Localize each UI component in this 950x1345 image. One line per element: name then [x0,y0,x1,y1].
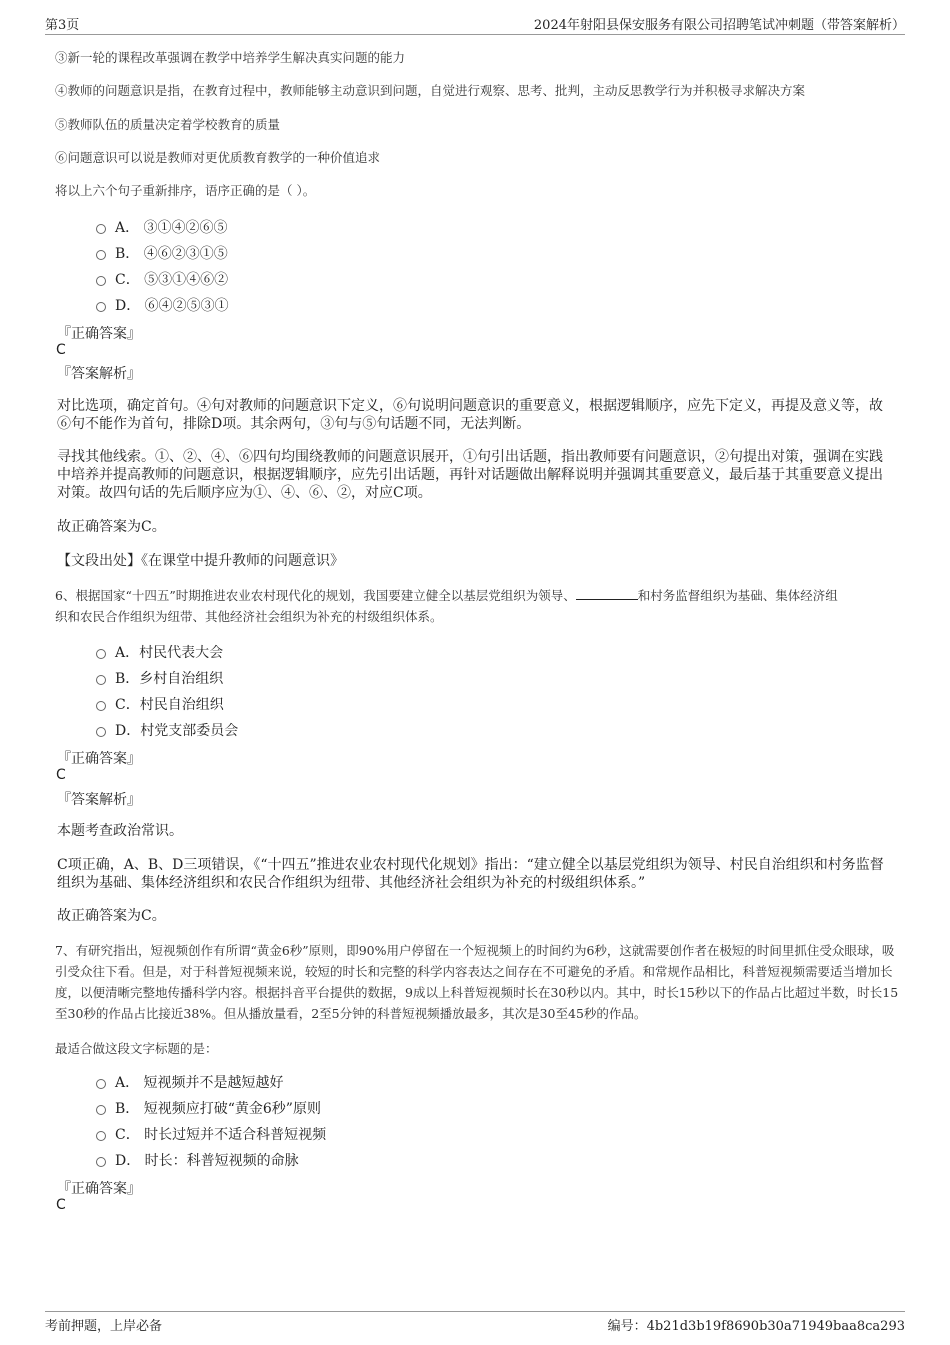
q5-answer: C [56,342,66,358]
q7-stem: 7、有研究指出，短视频创作有所谓“黄金6秒”原则，即90%用户停留在一个短视频上的时间约为6秒，这就需要创作者在极短的时间里抓住受众眼球，吸引受众往下看。但是，对于科普短视频来说，较短的时长和完整的科学内容表达之间存在不可避免的矛盾。和常规作品相比，科普短视频需要适当增加长度，以便清晰完整地传播科学内容。根据抖音平台提供的数据，9成以上科普短视频时长在30秒以内。其中，时长15秒以下的作品占比超过半数，时长15至30秒的作品占比接近38%。但从播放量看，2至5分钟的科普短视频播放最多，其次是30至45秒的作品。 [55,943,899,1021]
q6-option-b[interactable]: B．乡村自治组织 [96,668,223,688]
document-id: 编号：4b21d3b19f8690b30a71949baa8ca293 [607,1319,905,1334]
q5-option-d[interactable]: D． ⑥④②⑤③① [96,295,229,315]
footer-slogan: 考前押题，上岸必备 [45,1319,163,1334]
radio-icon[interactable] [96,701,106,711]
radio-icon[interactable] [96,727,106,737]
radio-icon[interactable] [96,276,106,286]
radio-icon[interactable] [96,1079,106,1089]
q6-analysis-3: 故正确答案为C。 [57,908,166,924]
fill-blank [576,587,638,600]
radio-icon[interactable] [96,302,106,312]
q6-analysis-1: 本题考查政治常识。 [57,823,183,839]
radio-icon[interactable] [96,1131,106,1141]
q5-analysis-2: 寻找其他线索。①、②、④、⑥四句均围绕教师的问题意识展开，①句引出话题，指出教师要有问题意识，②句提出对策，强调在实践中培养并提高教师的问题意识，根据逻辑顺序，应先引出话题，再针对话题做出解释说明并强调其重要意义，最后基于其重要意义提出对策。故四句话的先后顺序应为①、④、⑥、②，对应C项。 [57,449,883,501]
q6-analysis-label: 『答案解析』 [57,792,141,808]
q7-option-c[interactable]: C． 时长过短并不适合科普短视频 [96,1124,326,1144]
q5-analysis-3: 故正确答案为C。 [57,519,166,535]
q7-answer: C [56,1197,66,1213]
radio-icon[interactable] [96,649,106,659]
q5-option-b[interactable]: B． ④⑥②③①⑤ [96,243,228,263]
q5-statement-6: ⑥问题意识可以说是教师对更优质教育教学的一种价值追求 [55,150,381,165]
q6-analysis-2: C项正确，A、B、D三项错误，《“十四五”推进农业农村现代化规划》指出：“建立健全以基层党组织为领导、村民自治组织和村务监督组织为基础、集体经济组织和农民合作组织为纽带、其他经济社会组织为补充的村级组织体系。” [57,857,884,891]
q7-answer-label: 『正确答案』 [57,1181,141,1197]
q5-answer-label: 『正确答案』 [57,326,141,342]
q6-option-c[interactable]: C．村民自治组织 [96,694,224,714]
page-footer [45,1311,905,1334]
q5-analysis-label: 『答案解析』 [57,366,141,382]
q5-option-c[interactable]: C． ⑤③①④⑥② [96,269,228,289]
q5-option-a[interactable]: A． ③①④②⑥⑤ [96,217,228,237]
q6-answer-label: 『正确答案』 [57,751,141,767]
q6-option-a[interactable]: A．村民代表大会 [96,642,223,662]
q7-option-a[interactable]: A． 短视频并不是越短越好 [96,1072,284,1092]
q5-question: 将以上六个句子重新排序，语序正确的是（ ）。 [55,183,316,198]
radio-icon[interactable] [96,675,106,685]
q6-stem: 6、根据国家“十四五”时期推进农业农村现代化的规划，我国要建立健全以基层党组织为领导、 和村务监督组织为基础、集体经济组 织和农民合作组织为纽带、其他经济社会组织为补充的村级组织体系。 [55,588,838,624]
q5-statement-5: ⑤教师队伍的质量决定着学校教育的质量 [55,117,281,132]
radio-icon[interactable] [96,250,106,260]
page-number: 第3页 [45,18,80,33]
q7-option-d[interactable]: D． 时长：科普短视频的命脉 [96,1150,299,1170]
document-title: 2024年射阳县保安服务有限公司招聘笔试冲刺题（带答案解析） [533,18,905,33]
q6-answer: C [56,767,66,783]
radio-icon[interactable] [96,1105,106,1115]
q5-statement-4: ④教师的问题意识是指，在教育过程中，教师能够主动意识到问题，自觉进行观察、思考、批判，主动反思教学行为并积极寻求解决方案 [55,83,806,98]
radio-icon[interactable] [96,1157,106,1167]
radio-icon[interactable] [96,224,106,234]
q7-option-b[interactable]: B． 短视频应打破“黄金6秒”原则 [96,1098,321,1118]
q5-source: 【文段出处】《在课堂中提升教师的问题意识》 [57,553,344,569]
q6-option-d[interactable]: D．村党支部委员会 [96,720,238,740]
page-header [45,12,905,35]
q5-statement-3: ③新一轮的课程改革强调在教学中培养学生解决真实问题的能力 [55,50,406,65]
q7-question: 最适合做这段文字标题的是： [55,1041,218,1056]
q5-analysis-1: 对比选项，确定首句。④句对教师的问题意识下定义，⑥句说明问题意识的重要意义，根据逻辑顺序，应先下定义，再提及意义等，故⑥句不能作为首句，排除D项。其余两句，③句与⑤句话题不同，无法判断。 [57,398,883,432]
